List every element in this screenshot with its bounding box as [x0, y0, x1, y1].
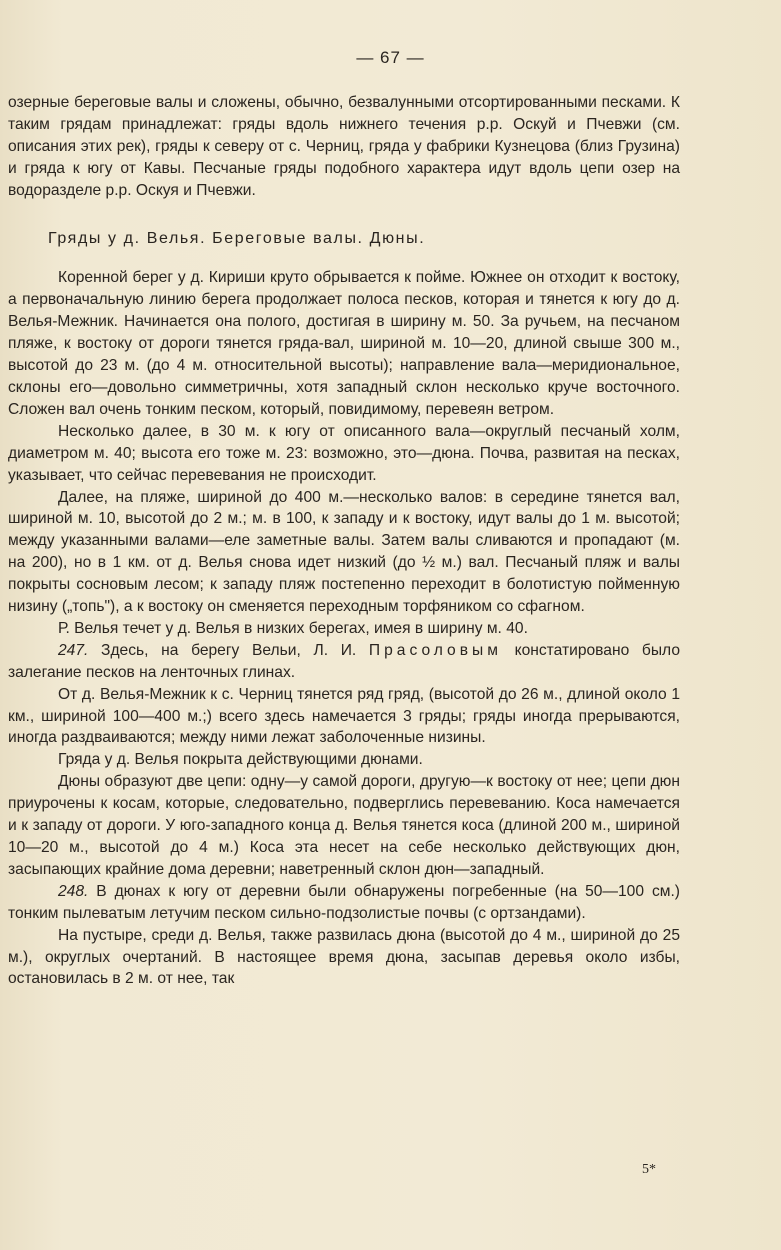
paragraph: На пустыре, среди д. Велья, также развилась дюна (высотой до 4 м., шириной до 25 м.), округлых очертаний. В настоящее время дюна, засыпав деревья около избы, остановилась в 2 м. от нее, так [8, 926, 680, 988]
point-number: 248. [58, 882, 89, 900]
paragraph: Р. Велья течет у д. Велья в низких берегах, имея в ширину м. 40. [58, 619, 528, 637]
paragraph-text: Здесь, на берегу Вельи, Л. И. [88, 641, 369, 659]
paragraph: Гряда у д. Велья покрыта действующими дюнами. [58, 751, 423, 769]
page-number: — 67 — [356, 48, 425, 67]
point-number: 247. [58, 641, 89, 659]
signature-mark: 5* [642, 1162, 656, 1177]
paragraph: озерные береговые валы и сложены, обычно, безвалунными отсортированными песками. К таким грядам принадлежат: гряды вдоль нижнего течения р.р. Оскуй и Пчевжи (см. описания этих рек), гряды к северу от с. Черниц, гряда у фабрики Кузнецова (близ Грузина) и гряда к югу от Кавы. Песчаные гряды подобного характера идут вдоль цепи озер на водоразделе р.р. Оскуя и Пчевжи. [8, 94, 680, 199]
paragraph: Коренной берег у д. Кириши круто обрывается к пойме. Южнее он отходит к востоку, а первоначальную линию берега продолжает полоса песков, которая и тянется к югу до д. Велья-Межник. Начинается она полого, достигая в ширину м. 50. За ручьем, на песчаном пляже, к востоку от дороги тянется гряда-вал, шириной м. 10—20, длиной свыше 300 м., высотой до 23 м. (до 4 м. относительной высоты); направление вала—меридиональное, склоны его—довольно симметричны, хотя западный склон несколько круче восточного. Сложен вал очень тонким песком, который, повидимому, перевеян ветром. [8, 269, 680, 418]
paragraph: Дюны образуют две цепи: одну—у самой дороги, другую—к востоку от нее; цепи дюн приурочены к косам, которые, следовательно, подверглись перевеванию. Коса намечается и к западу от дороги. У юго-западного конца д. Велья тянется коса (длиной 200 м., шириной 10—20 м., высотой до 4 м.) Коса эта несет на себе несколько действующих дюн, засыпающих крайние дома деревни; наветренный склон дюн—западный. [8, 773, 680, 878]
paragraph: Несколько далее, в 30 м. к югу от описанного вала—округлый песчаный холм, диаметром м. 40; высота его тоже м. 23: возможно, это—дюна. Почва, развитая на песках, указывает, что сейчас перевевания не происходит. [8, 422, 680, 484]
paragraph: Далее, на пляже, шириной до 400 м.—несколько валов: в середине тянется вал, шириной м. 10, высотой до 2 м.; м. в 100, к западу и к востоку, идут валы до 1 м. высотой; между указанными валами—еле заметные валы. Затем валы сливаются и пропадают (м. на 200), но в 1 км. от д. Велья снова идет низкий (до ½ м.) вал. Песчаный пляж и валы покрыты сосновым лесом; к западу пляж постепенно переходит в болотистую пойменную низину („топь"), а к востоку он сменяется переходным торфяником со сфагном. [8, 488, 680, 616]
section-heading: Гряды у д. Велья. Береговые валы. Дюны. [48, 229, 426, 247]
author-name: Прасоловым [368, 641, 502, 659]
paragraph: От д. Велья-Межник к с. Черниц тянется ряд гряд, (высотой до 26 м., длиной около 1 км., шириной 100—400 м.;) всего здесь намечается 3 гряды; гряды иногда прерываются, иногда раздваиваются; между ними лежат заболоченные низины. [8, 685, 680, 747]
paragraph [8, 640, 680, 684]
paragraph-text: В дюнах к югу от деревни были обнаружены погребенные (на 50—100 см.) тонким пылеватым летучим песком сильно-подзолистые почвы (с ортзандами). [8, 882, 680, 922]
paragraph-text: констатировано было залегание песков на ленточных глинах. [8, 641, 680, 681]
text-body [8, 92, 680, 990]
paragraph [8, 881, 680, 925]
